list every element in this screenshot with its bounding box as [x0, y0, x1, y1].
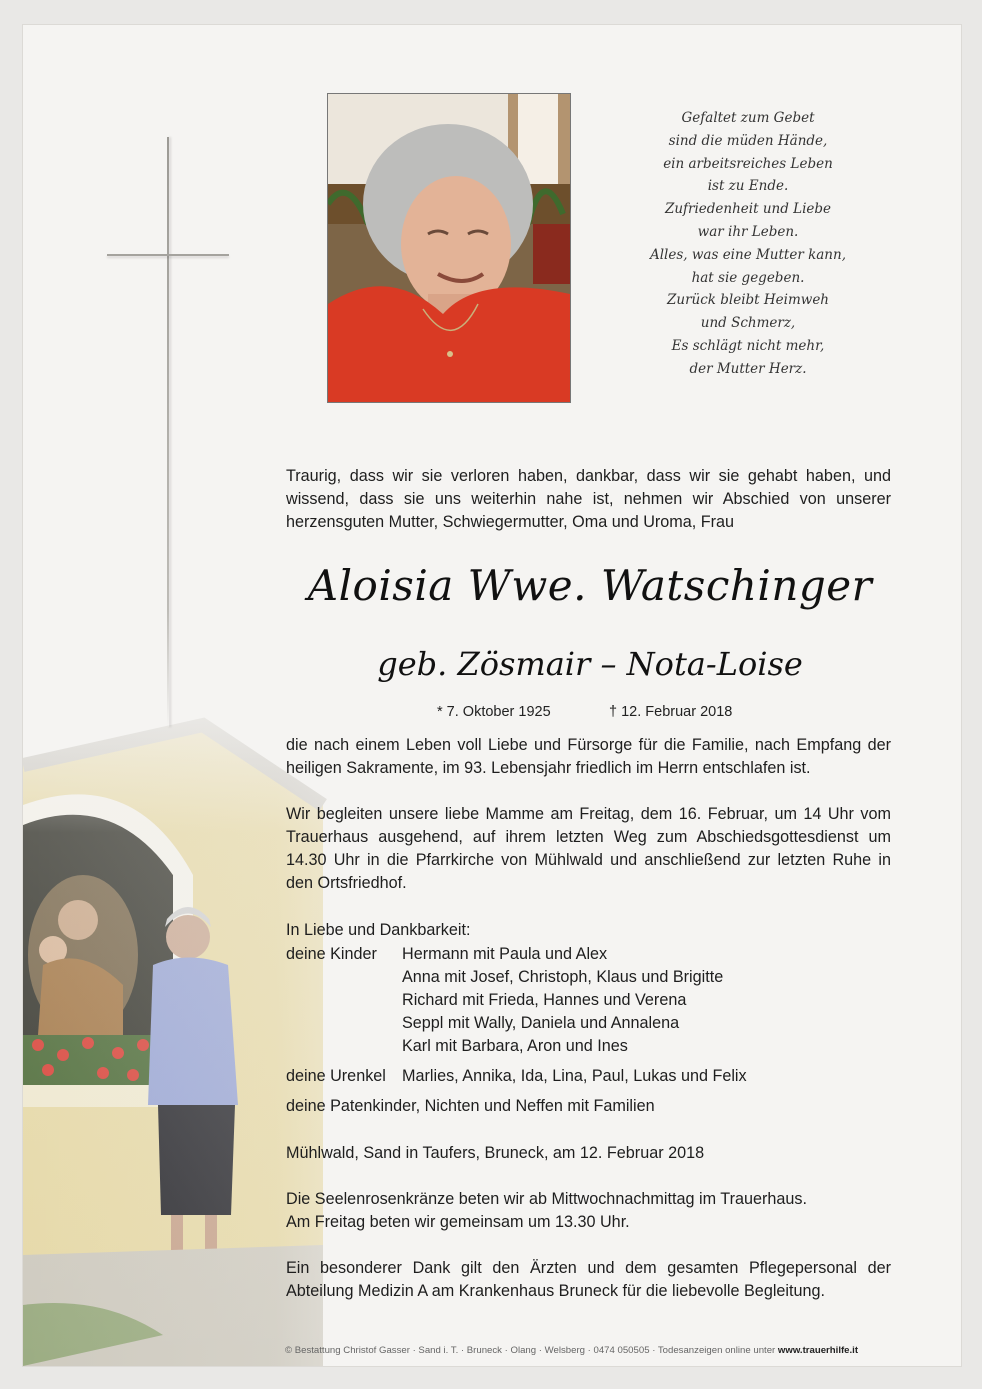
child-family: Karl mit Barbara, Aron und Ines — [402, 1037, 628, 1055]
footer-link[interactable]: www.trauerhilfe.it — [777, 1345, 859, 1356]
footer-text: © Bestattung Christof Gasser · Sand i. T. · Bruneck · Olang · Welsberg · 0474 050505 · Todesanzeigen online unter — [285, 1345, 776, 1356]
rosary-line: Die Seelenrosenkränze beten wir ab Mittwochnachmittag im Trauerhaus. — [286, 1190, 807, 1208]
child-family: Hermann mit Paula und Alex — [402, 945, 608, 963]
portrait-photo — [327, 93, 571, 403]
poem-line: ist zu Ende. — [707, 178, 789, 195]
funeral-text — [286, 803, 891, 895]
funeral-line: Wir begleiten unsere liebe Mamme am Freitag, dem 16. Februar, um 14 Uhr vom — [286, 805, 891, 823]
passing-line: die nach einem Leben voll Liebe und Fürsorge für die Familie, nach Empfang der — [286, 736, 891, 754]
rosary-text — [286, 1188, 891, 1234]
great-grandchildren-label: deine Urenkel — [286, 1067, 386, 1085]
birth-date: * 7. Oktober 1925 — [437, 704, 551, 720]
thanks-text — [286, 1257, 891, 1303]
place-date: Mühlwald, Sand in Taufers, Bruneck, am 12. Februar 2018 — [286, 1144, 705, 1162]
deceased-name: Aloisia Wwe. Watschinger — [307, 561, 873, 610]
intro-line: Traurig, dass wir sie verloren haben, dankbar, dass wir sie gehabt haben, und — [286, 467, 891, 485]
poem-line: Gefaltet zum Gebet — [681, 110, 815, 126]
intro-line: wissend, dass sie uns weiterhin nahe ist, nehmen wir Abschied von unserer — [286, 490, 891, 508]
death-date: † 12. Februar 2018 — [609, 704, 733, 720]
child-family: Richard mit Frieda, Hannes und Verena — [402, 991, 687, 1009]
thanks-line: Abteilung Medizin A am Krankenhaus Bruneck für die liebevolle Begleitung. — [286, 1282, 826, 1300]
birth-name: geb. Zösmair – Nota-Loise — [377, 645, 803, 683]
obituary-card — [22, 24, 962, 1367]
child-family: Seppl mit Wally, Daniela und Annalena — [402, 1014, 680, 1032]
poem-line: Alles, was eine Mutter kann, — [649, 246, 846, 263]
funeral-line: den Ortsfriedhof. — [286, 874, 407, 892]
thanks-line: Ein besonderer Dank gilt den Ärzten und dem gesamten Pflegepersonal der — [286, 1259, 891, 1277]
poem-line: hat sie gegeben. — [691, 269, 805, 286]
poem-line: Es schlägt nicht mehr, — [671, 337, 825, 354]
poem-line: ein arbeitsreiches Leben — [663, 155, 833, 172]
child-family: Anna mit Josef, Christoph, Klaus und Brigitte — [402, 968, 724, 986]
great-grandchildren: Marlies, Annika, Ida, Lina, Paul, Lukas und Felix — [402, 1067, 747, 1085]
funeral-line: Trauerhaus ausgehend, auf ihrem letzten Weg zum Abschiedsgottesdienst um — [286, 828, 891, 846]
poem-line: Zufriedenheit und Liebe — [664, 201, 832, 218]
children-label: deine Kinder — [286, 945, 377, 963]
footer — [285, 1345, 941, 1356]
funeral-line: 14.30 Uhr in die Pfarrkirche von Mühlwald und anschließend zur letzten Ruhe in — [286, 851, 891, 869]
passing-text — [286, 734, 891, 780]
poem-line: Zurück bleibt Heimweh — [667, 292, 829, 309]
intro-text — [286, 465, 891, 534]
others-line: deine Patenkinder, Nichten und Neffen mit Familien — [286, 1097, 655, 1115]
poem — [628, 107, 868, 381]
poem-line: sind die müden Hände, — [668, 132, 828, 149]
cross-vertical — [167, 137, 169, 727]
poem-line: war ihr Leben. — [697, 223, 799, 240]
cross-horizontal — [107, 254, 229, 256]
rosary-line: Am Freitag beten wir gemeinsam um 13.30 Uhr. — [286, 1213, 630, 1231]
passing-line: heiligen Sakramente, im 93. Lebensjahr friedlich im Herrn entschlafen ist. — [286, 759, 811, 777]
intro-line: herzensguten Mutter, Schwiegermutter, Oma und Uroma, Frau — [286, 513, 735, 531]
gratitude-heading: In Liebe und Dankbarkeit: — [286, 921, 471, 939]
poem-line: und Schmerz, — [700, 315, 796, 332]
poem-line: der Mutter Herz. — [689, 360, 807, 377]
